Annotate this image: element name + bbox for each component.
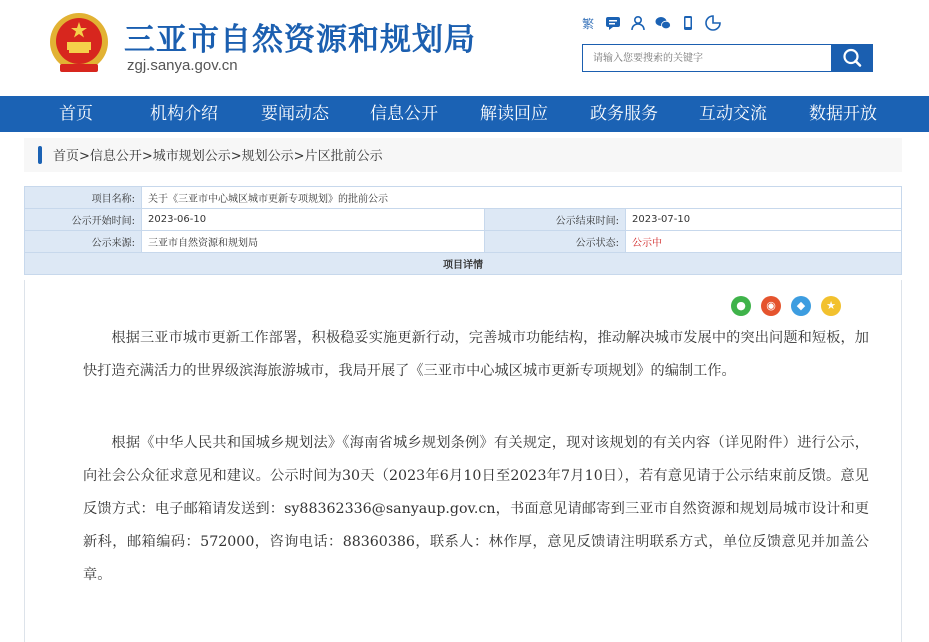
message-icon[interactable]	[605, 15, 621, 31]
nav-item-services[interactable]: 政务服务	[590, 104, 658, 124]
wechat-icon[interactable]: ●	[731, 296, 751, 316]
site-title: 三亚市自然资源和规划局	[124, 22, 476, 58]
elder-mode-icon[interactable]	[705, 15, 721, 31]
nav-item-about[interactable]: 机构介绍	[150, 104, 218, 124]
search-input[interactable]	[582, 44, 832, 72]
breadcrumb-marker	[38, 146, 42, 164]
article-content	[24, 280, 902, 642]
traditional-chinese-toggle[interactable]: 繁	[582, 16, 595, 31]
site-header	[0, 0, 929, 96]
wechat-icon[interactable]	[655, 15, 671, 31]
main-nav	[0, 96, 929, 132]
start-time-label: 公示开始时间:	[25, 209, 142, 231]
table-row	[25, 209, 902, 231]
end-time-label: 公示结束时间:	[485, 209, 626, 231]
project-name-value: 关于《三亚市中心城区城市更新专项规划》的批前公示	[142, 187, 902, 209]
nav-item-disclosure[interactable]: 信息公开	[370, 104, 438, 124]
start-time-value: 2023-06-10	[142, 209, 485, 231]
user-icon[interactable]	[630, 15, 646, 31]
mobile-icon[interactable]	[680, 15, 696, 31]
nav-item-news[interactable]: 要闻动态	[261, 104, 329, 124]
project-name-label: 项目名称:	[25, 187, 142, 209]
search-button[interactable]	[832, 44, 873, 72]
qzone-icon[interactable]: ★	[821, 296, 841, 316]
breadcrumb	[24, 138, 902, 172]
national-emblem-icon	[46, 12, 112, 76]
source-label: 公示来源:	[25, 231, 142, 253]
project-info-table	[24, 186, 902, 275]
nav-item-open-data[interactable]: 数据开放	[809, 104, 877, 124]
detail-header: 项目详情	[25, 253, 902, 275]
breadcrumb-text[interactable]: 首页>信息公开>城市规划公示>规划公示>片区批前公示	[53, 149, 383, 164]
status-badge: 公示中	[626, 231, 902, 253]
source-value: 三亚市自然资源和规划局	[142, 231, 485, 253]
weibo-icon[interactable]: ◉	[761, 296, 781, 316]
nav-item-interaction[interactable]: 互动交流	[699, 104, 767, 124]
paragraph: 根据三亚市城市更新工作部署，积极稳妥实施更新行动，完善城市功能结构，推动解决城市发展中的突出问题和短板，加快打造充满活力的世界级滨海旅游城市，我局开展了《三亚市中心城区城市更新专项规划》的编制工作。	[83, 330, 869, 379]
table-row	[25, 231, 902, 253]
share-bar	[731, 296, 841, 316]
table-row	[25, 187, 902, 209]
search-icon	[832, 44, 873, 72]
end-time-value: 2023-07-10	[626, 209, 902, 231]
nav-item-interpretation[interactable]: 解读回应	[480, 104, 548, 124]
site-domain: zgj.sanya.gov.cn	[127, 57, 238, 74]
qq-icon[interactable]: ◆	[791, 296, 811, 316]
status-label: 公示状态:	[485, 231, 626, 253]
paragraph: 根据《中华人民共和国城乡规划法》《海南省城乡规划条例》有关规定，现对该规划的有关内容（详见附件）进行公示，向社会公众征求意见和建议。公示时间为30天（2023年6月10日至2023年7月10日），若有意见请于公示结束前反馈。意见反馈方式：电子邮箱请发送到：sy88362336@sanyaup.gov.cn，书面意见请邮寄到三亚市自然资源和规划局城市设计和更新科，邮箱编码：572000，咨询电话：88360386，联系人：林作厚，意见反馈请注明联系方式，单位反馈意见并加盖公章。	[83, 435, 869, 583]
table-row	[25, 253, 902, 275]
top-toolbar	[582, 12, 721, 34]
nav-item-home[interactable]: 首页	[59, 104, 93, 124]
